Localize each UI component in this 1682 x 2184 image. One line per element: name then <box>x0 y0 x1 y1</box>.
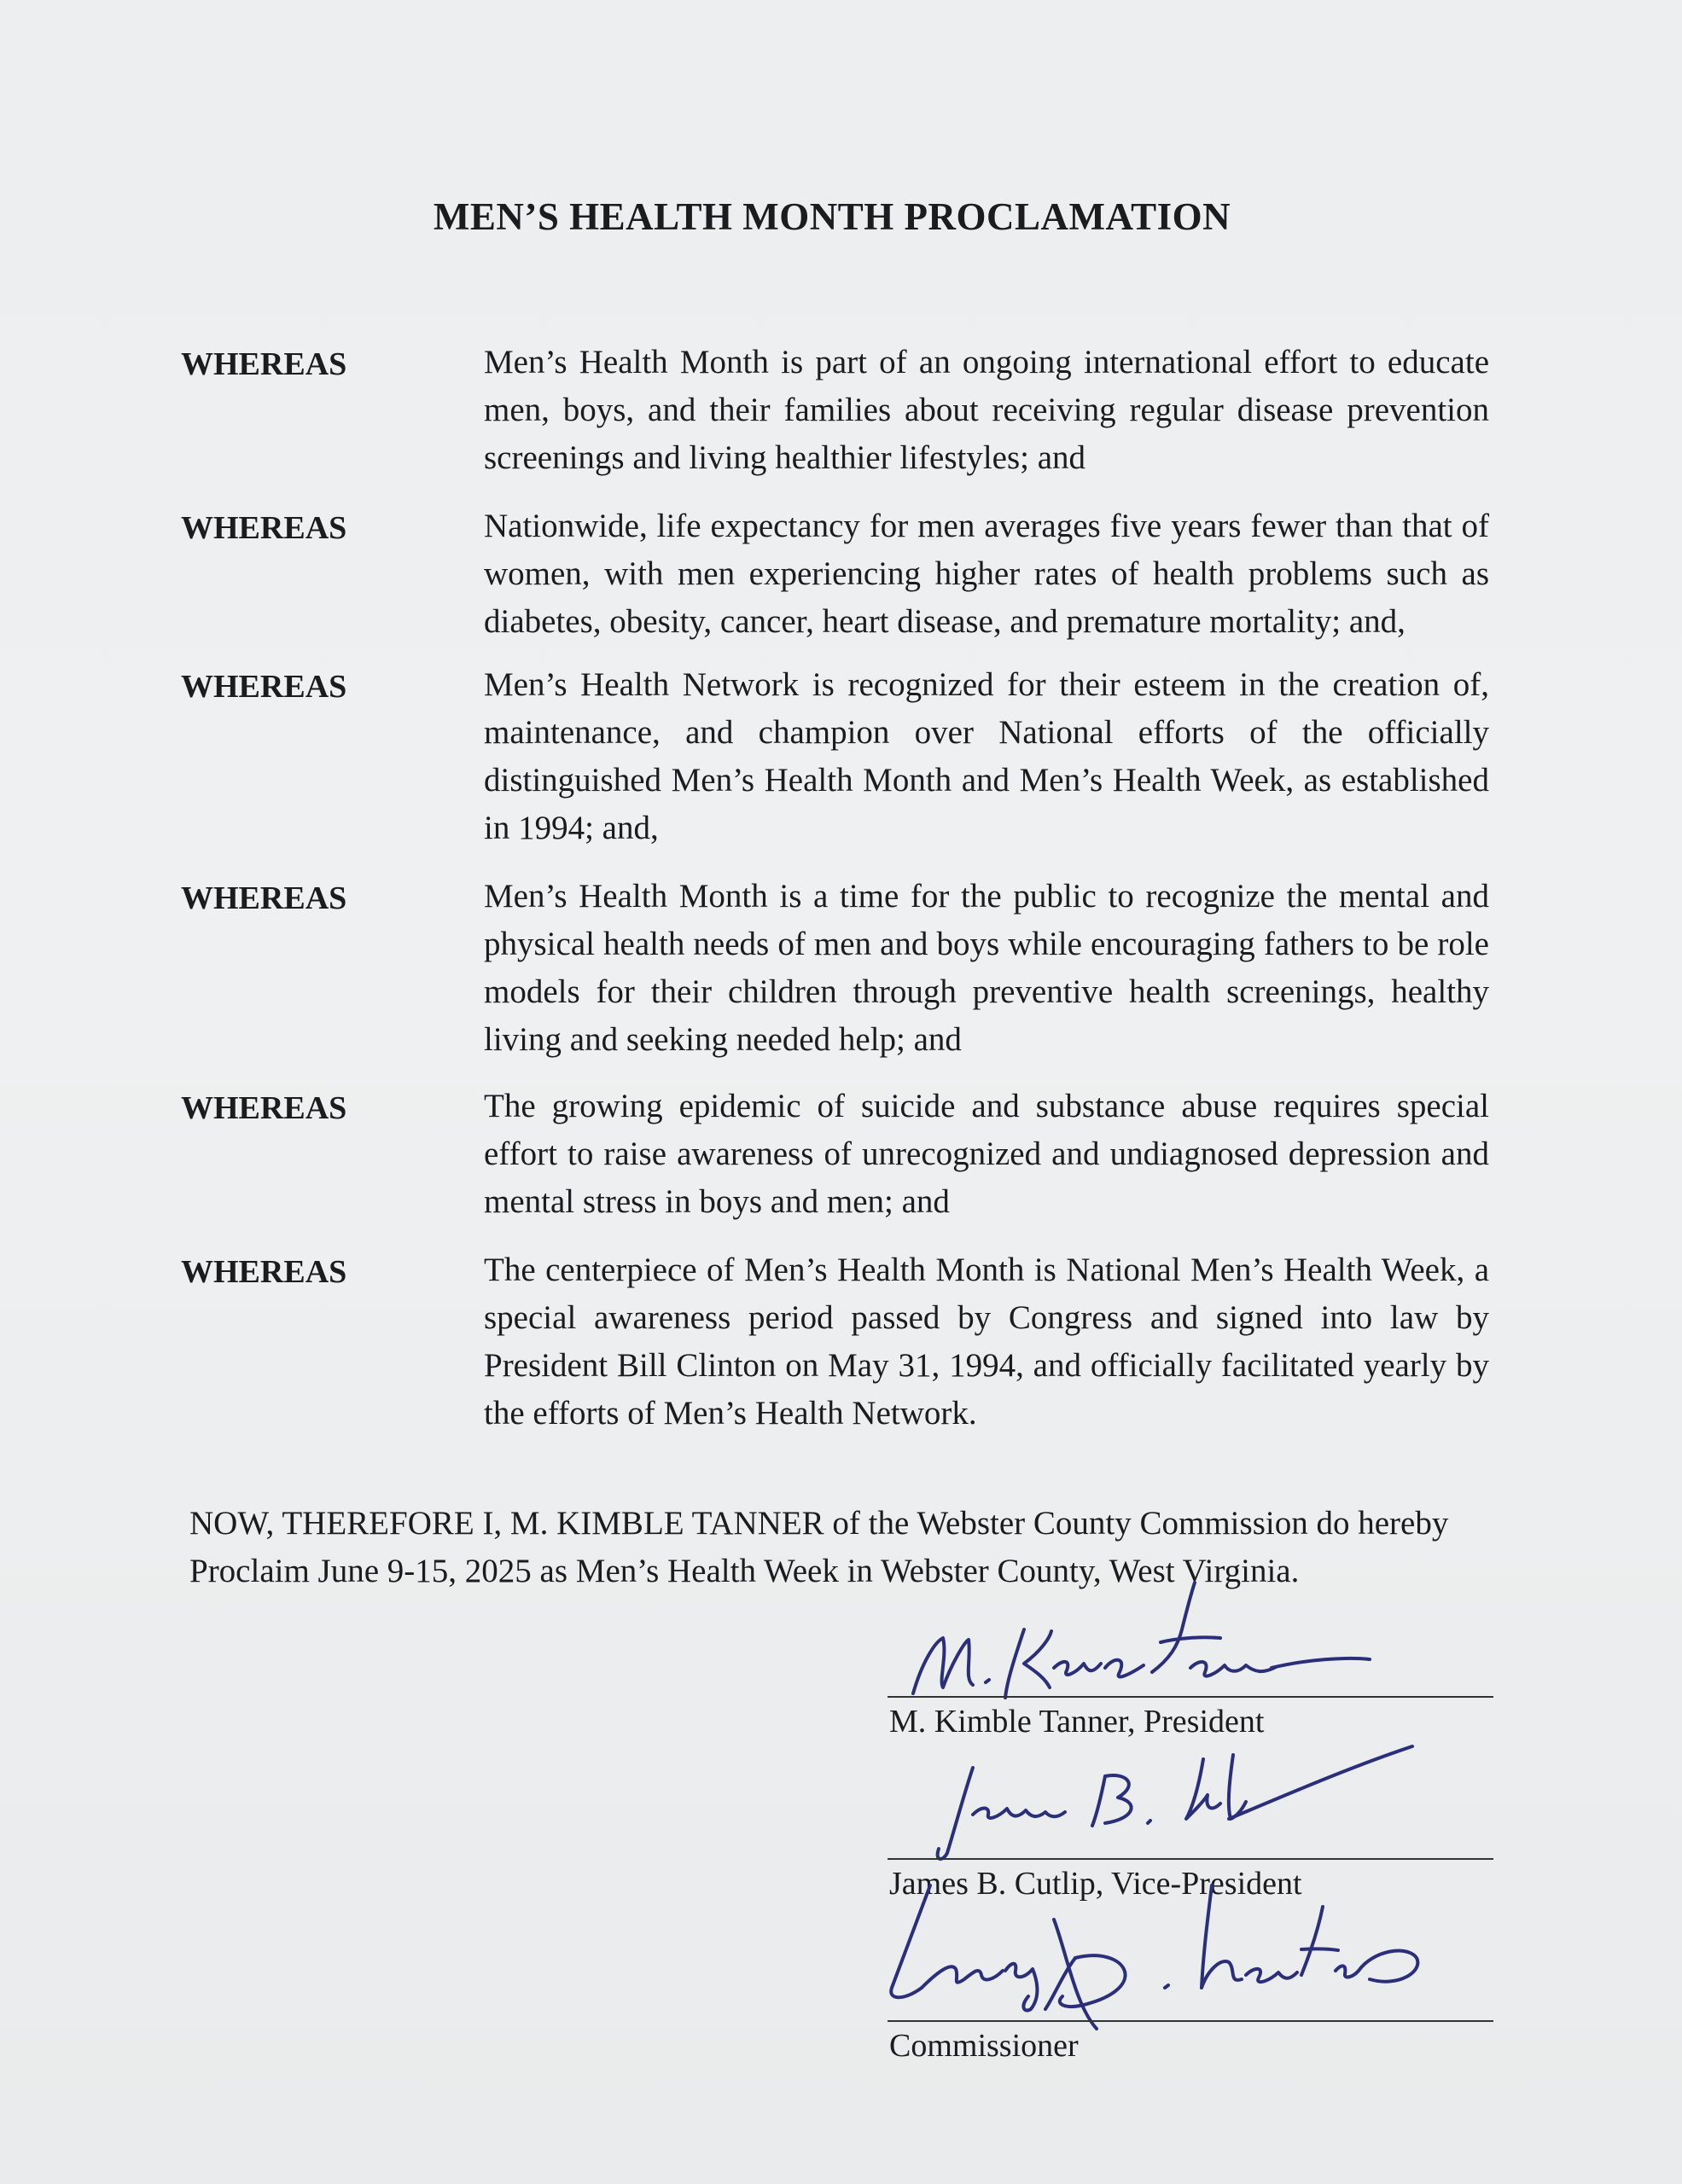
whereas-clause <box>181 873 1495 1064</box>
whereas-clause <box>181 661 1495 852</box>
clause-text: Men’s Health Network is recognized for their esteem in the creation of, maintenance, and champion over National efforts of the officially distinguished Men’s Health Month and Men’s Health Week, as established in 1994; and, <box>484 666 1489 846</box>
signature-line <box>888 1696 1493 1698</box>
clause-text: The growing epidemic of suicide and substance abuse requires special effort to raise awareness of unrecognized and undiagnosed depression and mental stress in boys and men; and <box>484 1088 1489 1220</box>
clause-label: WHEREAS <box>181 1254 347 1290</box>
clause-text: The centerpiece of Men’s Health Month is National Men’s Health Week, a special awareness period passed by Congress and signed into law by President Bill Clinton on May 31, 1994, and officially facilitated yearly by the efforts of Men’s Health Network. <box>484 1252 1489 1432</box>
proclamation-line: NOW, THEREFORE I, M. KIMBLE TANNER of the Webster County Commission do hereby <box>189 1505 1449 1542</box>
signature-line <box>888 2020 1493 2022</box>
signature-caption: James B. Cutlip, Vice-President <box>889 1866 1302 1902</box>
clause-text: Nationwide, life expectancy for men averages five years fewer than that of women, with men experiencing higher rates of health problems such as diabetes, obesity, cancer, heart disease, and premature mortality; and, <box>484 508 1489 640</box>
clause-label: WHEREAS <box>181 346 347 382</box>
clause-label: WHEREAS <box>181 669 347 705</box>
whereas-clause <box>181 339 1495 482</box>
signature-caption: Commissioner <box>889 2028 1079 2064</box>
whereas-clause <box>181 1083 1495 1226</box>
proclamation-line: Proclaim June 9-15, 2025 as Men’s Health Week in Webster County, West Virginia. <box>189 1553 1300 1589</box>
clause-label: WHEREAS <box>181 880 347 916</box>
handwritten-signature <box>922 1734 1451 1862</box>
whereas-clause <box>181 1246 1495 1438</box>
signature-block-commissioner <box>888 1911 1493 2082</box>
clause-text: Men’s Health Month is a time for the public to recognize the mental and physical health needs of men and boys while encouraging fathers to be role models for their children through preventive health screenings, healthy living and seeking needed help; and <box>484 878 1489 1058</box>
signature-block-president <box>888 1587 1493 1757</box>
handwritten-signature <box>896 1578 1374 1706</box>
clause-label: WHEREAS <box>181 1090 347 1126</box>
whereas-clauses <box>181 339 1495 1438</box>
signature-caption: M. Kimble Tanner, President <box>889 1704 1265 1740</box>
whereas-clause <box>181 502 1495 646</box>
clause-label: WHEREAS <box>181 510 347 546</box>
clause-text: Men’s Health Month is part of an ongoing international effort to educate men, boys, and their families about receiving regular disease prevention screenings and living healthier lifestyles; and <box>484 344 1489 476</box>
handwritten-signature <box>870 1860 1468 2030</box>
document-title: MEN’S HEALTH MONTH PROCLAMATION <box>433 195 1231 238</box>
